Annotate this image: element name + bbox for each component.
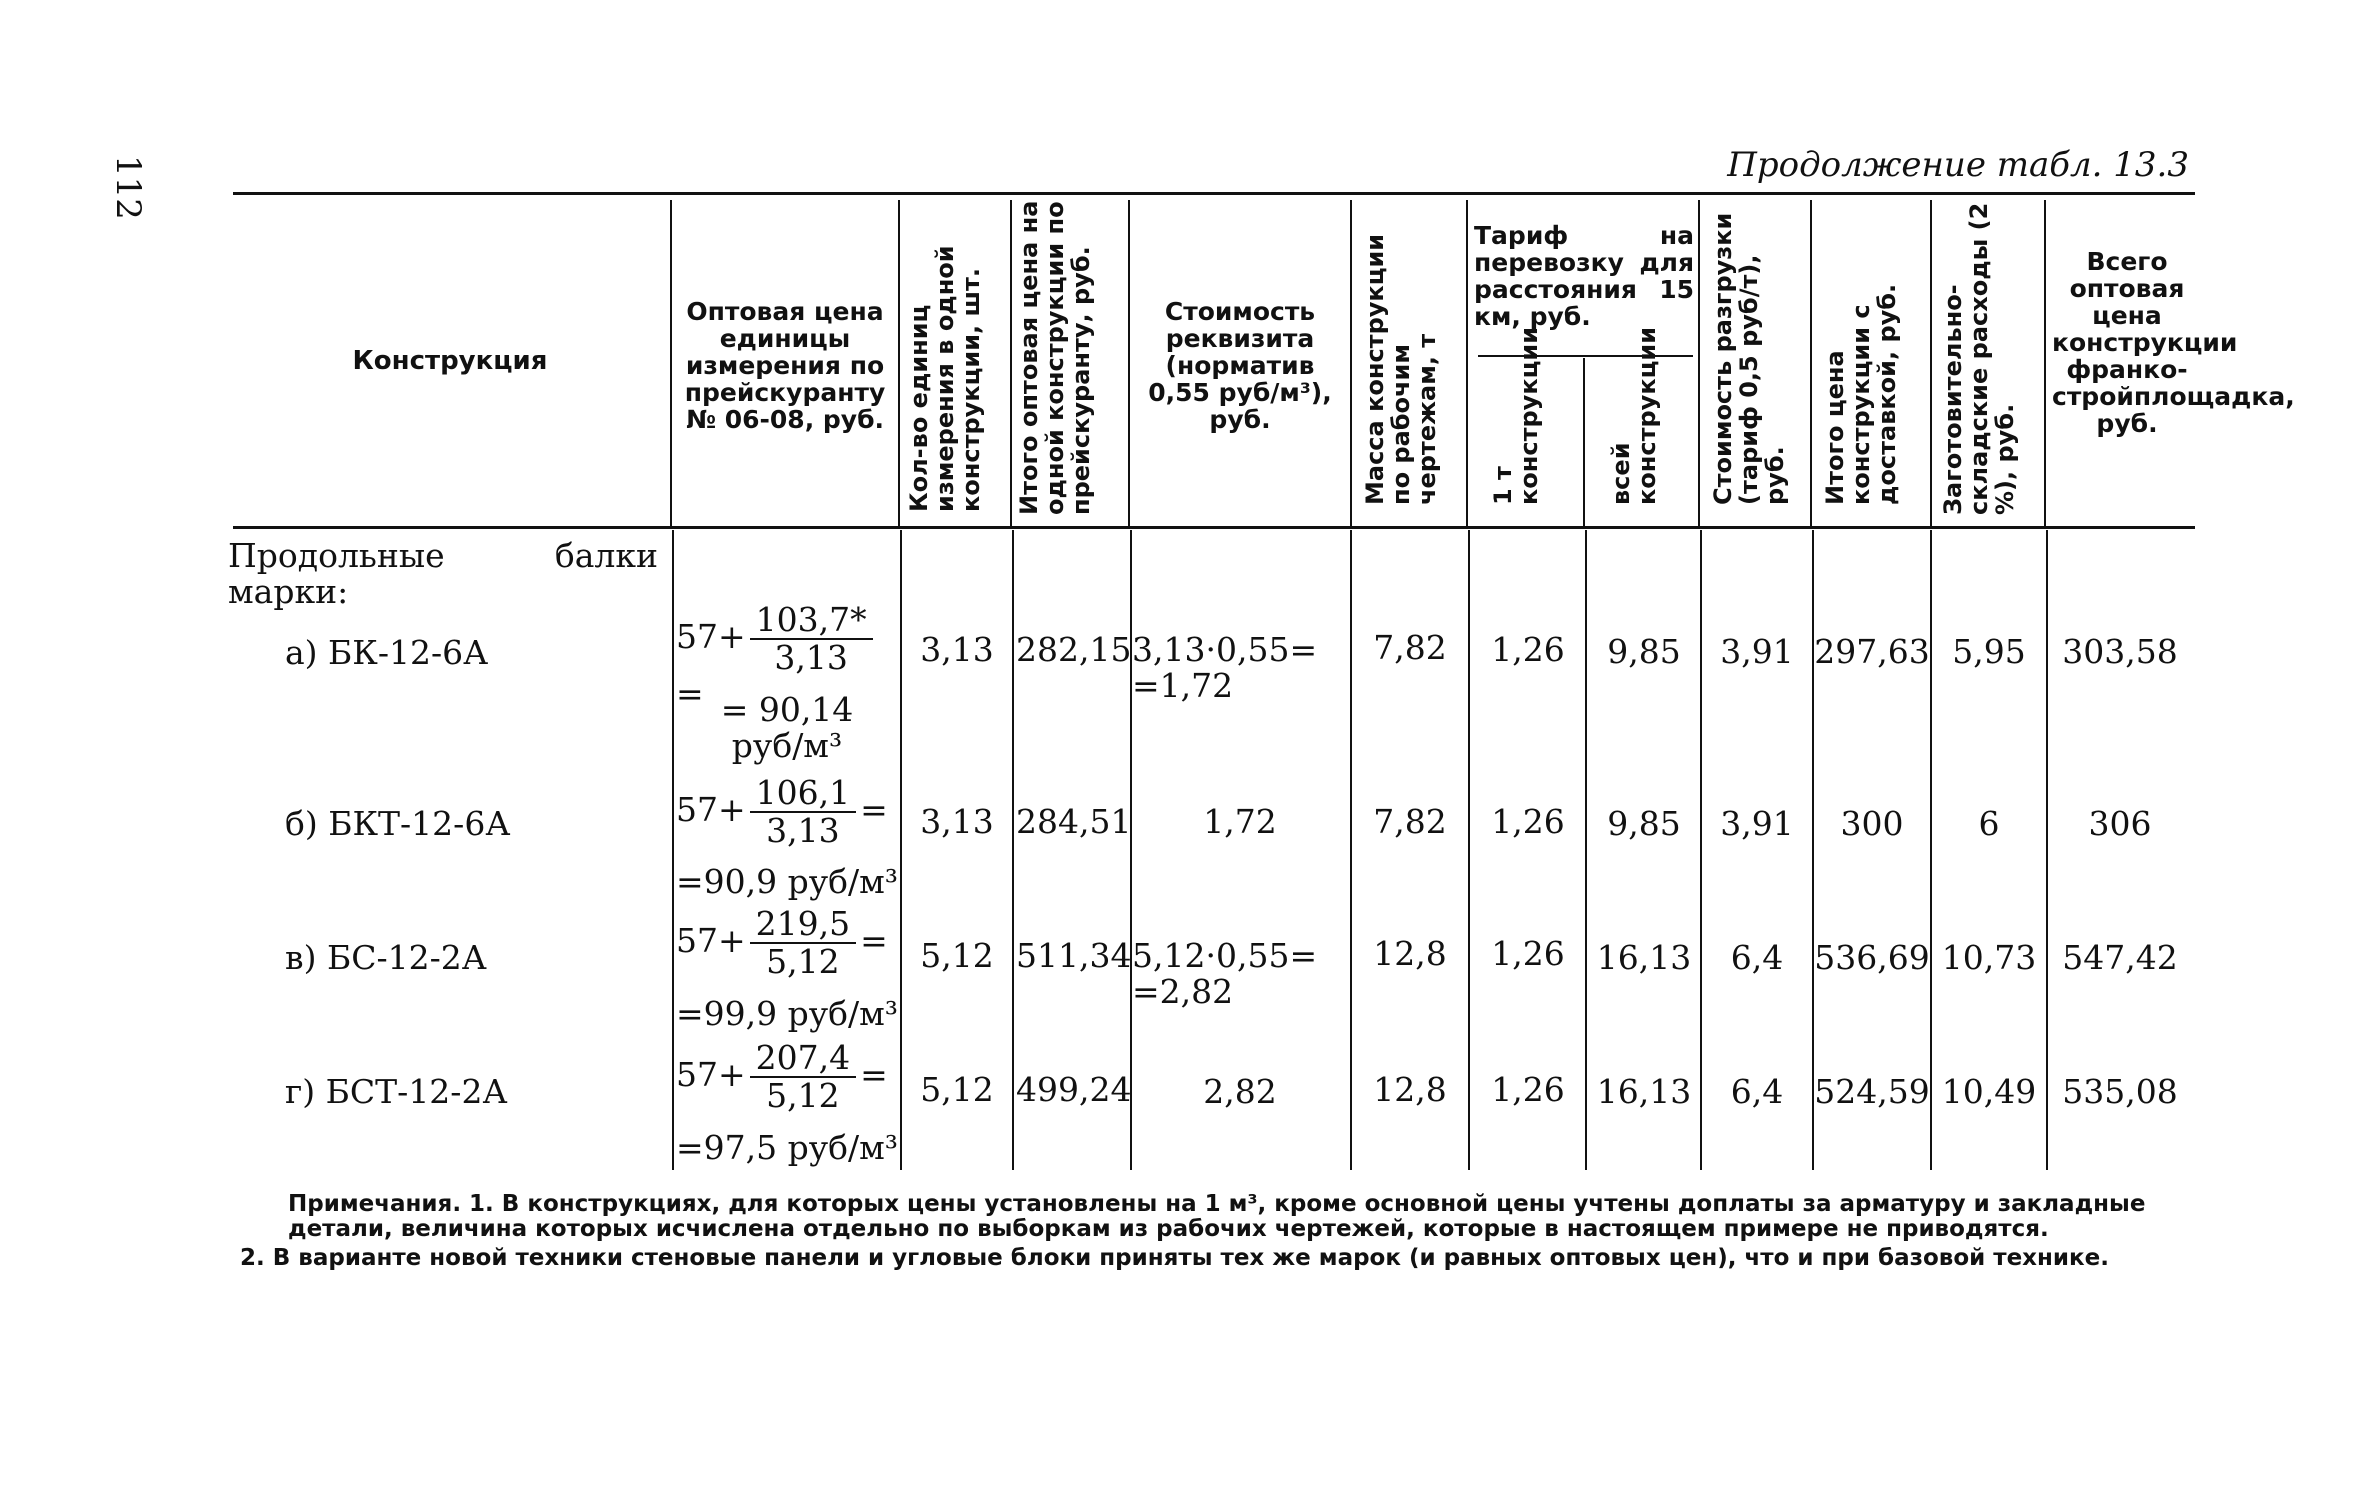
- col-divider: [672, 530, 674, 1170]
- tariff-all-value: 16,13: [1596, 938, 1692, 977]
- header-bottom-rule: [233, 526, 2195, 529]
- prop-line1: 2,82: [1203, 1072, 1277, 1111]
- col-divider: [1128, 200, 1130, 526]
- header-prop-cost: Стоимость реквизита (норматив 0,55 руб/м³), руб.: [1148, 297, 1332, 434]
- procurement-value: 5,95: [1952, 632, 2026, 671]
- col-divider: [1930, 530, 1932, 1170]
- row-label: г) БСТ-12-2А: [285, 1072, 508, 1111]
- delivery-value: 536,69: [1814, 938, 1930, 977]
- procurement-value: 10,49: [1941, 1072, 2037, 1111]
- col-divider: [1466, 200, 1468, 526]
- grand-total-value: 306: [2088, 804, 2152, 843]
- formula-result: =99,9 руб/м³: [676, 994, 899, 1033]
- formula-result: =97,5 руб/м³: [676, 1128, 899, 1167]
- formula-fraction: [750, 775, 856, 849]
- header-wholesale-price: Оптовая цена единицы измерения по прейскуранту № 06-08, руб.: [684, 297, 886, 434]
- tariff-all-value: 9,85: [1607, 632, 1681, 671]
- delivery-value: 524,59: [1814, 1072, 1930, 1111]
- col-divider: [1350, 530, 1352, 1170]
- tariff-1t-value: 1,26: [1491, 934, 1565, 973]
- formula-numerator: 219,5: [750, 906, 856, 944]
- delivery-value: 297,63: [1814, 632, 1930, 671]
- table-notes: [240, 1191, 2208, 1275]
- unload-value: 3,91: [1720, 804, 1794, 843]
- formula-denominator: 5,12: [766, 942, 840, 981]
- price-formula: [676, 775, 898, 849]
- tariff-all-value: 9,85: [1607, 804, 1681, 843]
- qty-value: 5,12: [920, 936, 994, 975]
- formula-denominator: 3,13: [774, 638, 848, 677]
- unload-value: 3,91: [1720, 632, 1794, 671]
- price-formula: [676, 906, 898, 980]
- page-number: 112: [108, 155, 148, 220]
- tariff-1t-value: 1,26: [1491, 630, 1565, 669]
- col-divider: [1583, 358, 1585, 526]
- procurement-value: 6: [1978, 804, 2000, 843]
- formula-equals: =: [860, 790, 888, 829]
- formula-unit: руб/м³: [731, 726, 843, 765]
- formula-numerator: 207,4: [750, 1040, 856, 1078]
- header-qty-units: Кол-во единиц измерения в одной конструкции, шт.: [905, 245, 985, 512]
- col-divider: [1010, 200, 1012, 526]
- formula-fraction: [750, 906, 856, 980]
- header-tariff-group: Тариф на перевозку для расстояния 15 км, руб.: [1474, 221, 1694, 331]
- row-label: а) БК-12-6А: [285, 633, 489, 672]
- total-value: 284,51: [1016, 802, 1132, 841]
- formula-fraction: [750, 1040, 856, 1114]
- col-divider: [2044, 200, 2046, 526]
- unload-value: 6,4: [1730, 1072, 1784, 1111]
- mass-value: 7,82: [1373, 802, 1447, 841]
- group-label: Продольные балки марки:: [228, 536, 658, 611]
- formula-equals: =: [860, 1055, 888, 1094]
- col-divider: [898, 200, 900, 526]
- header-tariff-all: всей конструкции: [1607, 326, 1661, 505]
- col-divider: [900, 530, 902, 1170]
- total-value: 282,15: [1016, 630, 1132, 669]
- unload-value: 6,4: [1730, 938, 1784, 977]
- grand-total-value: 547,42: [2062, 938, 2178, 977]
- mass-value: 7,82: [1373, 628, 1447, 667]
- note-2: 2. В варианте новой техники стеновые панели и угловые блоки приняты тех же марок (и равных оптовых цен), что и при базовой технике.: [240, 1245, 2109, 1271]
- qty-value: 3,13: [920, 630, 994, 669]
- header-mass: Масса конструкции по рабочим чертежам, т: [1361, 233, 1441, 505]
- tariff-1t-value: 1,26: [1491, 1070, 1565, 1109]
- tariff-all-value: 16,13: [1596, 1072, 1692, 1111]
- header-procurement: Заготовительно-складские расходы (2 %), руб.: [1939, 202, 2019, 515]
- col-divider: [670, 200, 672, 526]
- grand-total-value: 535,08: [2062, 1072, 2178, 1111]
- row-label: в) БС-12-2А: [285, 938, 487, 977]
- header-unload-cost: Стоимость разгрузки (тариф 0,5 руб/т), руб.: [1709, 212, 1789, 505]
- prop-line1: 1,72: [1203, 802, 1277, 841]
- formula-prefix: 57+: [676, 921, 746, 960]
- formula-numerator: 103,7*: [750, 602, 873, 640]
- formula-prefix: 57+: [676, 617, 746, 656]
- formula-result: = 90,14: [720, 690, 854, 729]
- formula-denominator: 5,12: [766, 1076, 840, 1115]
- total-value: 511,34: [1016, 936, 1132, 975]
- col-divider: [1698, 200, 1700, 526]
- formula-numerator: 106,1: [750, 775, 856, 813]
- formula-equals: =: [860, 921, 888, 960]
- col-divider: [1468, 530, 1470, 1170]
- grand-total-value: 303,58: [2062, 632, 2178, 671]
- formula-denominator: 3,13: [766, 811, 840, 850]
- col-divider: [2046, 530, 2048, 1170]
- mass-value: 12,8: [1373, 934, 1447, 973]
- procurement-value: 10,73: [1941, 938, 2037, 977]
- qty-value: 3,13: [920, 802, 994, 841]
- col-divider: [1930, 200, 1932, 526]
- qty-value: 5,12: [920, 1070, 994, 1109]
- col-divider: [1810, 200, 1812, 526]
- formula-prefix: 57+: [676, 1055, 746, 1094]
- mass-value: 12,8: [1373, 1070, 1447, 1109]
- price-formula: [676, 1040, 898, 1114]
- col-divider: [1350, 200, 1352, 526]
- col-divider: [1012, 530, 1014, 1170]
- col-divider: [1585, 530, 1587, 1170]
- header-total-delivery: Итого цена конструкции с доставкой, руб.: [1821, 283, 1901, 505]
- header-total-wholesale: Итого оптовая цена на одной конструкции по прейскуранту, руб.: [1015, 200, 1095, 515]
- formula-result: =90,9 руб/м³: [676, 862, 899, 901]
- row-label: б) БКТ-12-6А: [285, 804, 511, 843]
- formula-prefix: 57+: [676, 790, 746, 829]
- prop-line1: 5,12·0,55=: [1132, 936, 1318, 975]
- note-1: Примечания. 1. В конструкциях, для которых цены установлены на 1 м³, кроме основной цены учтены доплаты за арматуру и закладные детали, величина которых исчислена отдельно по выборкам из рабочих чертежей, которые в настоящем примере не приводятся.: [288, 1191, 2146, 1242]
- total-value: 499,24: [1016, 1070, 1132, 1109]
- tariff-1t-value: 1,26: [1491, 802, 1565, 841]
- delivery-value: 300: [1840, 804, 1904, 843]
- prop-line2: =2,82: [1132, 972, 1234, 1011]
- table-top-rule: [233, 192, 2195, 195]
- header-grand-total: Всего оптовая цена конструкции франко-стройплощадка, руб.: [2052, 247, 2295, 438]
- col-divider: [1700, 530, 1702, 1170]
- header-construction: Конструкция: [352, 346, 548, 376]
- formula-fraction: [750, 602, 873, 676]
- formula-equals: =: [676, 674, 704, 713]
- prop-line1: 3,13·0,55=: [1132, 630, 1318, 669]
- table-continuation-title: Продолжение табл. 13.3: [1727, 145, 2189, 185]
- prop-line2: =1,72: [1132, 666, 1234, 705]
- header-tariff-1t: 1 т конструкции: [1489, 326, 1543, 505]
